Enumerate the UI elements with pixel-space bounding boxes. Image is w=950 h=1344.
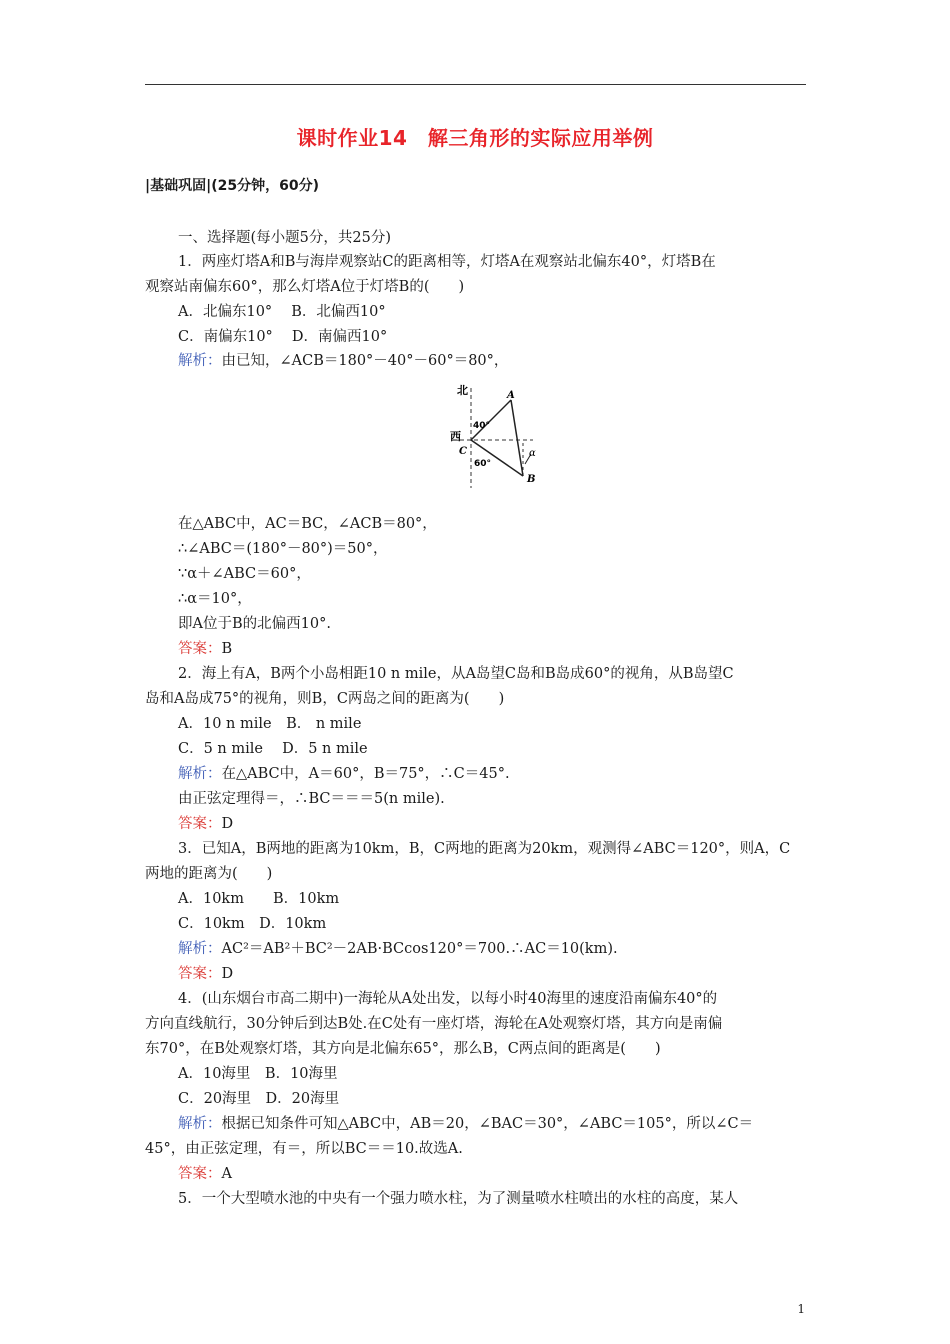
line-text: A [221,1166,232,1182]
analysis-label: 解析： [178,766,222,782]
text-line [178,614,331,634]
bearing-diagram [443,380,543,492]
line-text: ∴α＝10°， [178,591,252,607]
line-text: 4．(山东烟台市高二期中)一海轮从A处出发，以每小时40海里的速度沿南偏东40°的 [178,991,718,1007]
line-text: 岛和A岛成75°的视角，则B，C两岛之间的距离为( ) [145,691,505,707]
line-text: 1．两座灯塔A和B与海岸观察站C的距离相等，灯塔A在观察站北偏东40°，灯塔B在 [178,254,716,270]
line-text: A．10海里 B．10海里 [178,1066,338,1082]
answer-label: 答案： [178,1166,222,1182]
line-text: 2．海上有A，B两个小岛相距10 n mile，从A岛望C岛和B岛成60°的视角，从B岛望C [178,666,734,682]
page-number: 1 [797,1302,805,1316]
text-line [178,589,252,609]
text-line [178,939,618,959]
text-line [178,889,339,909]
analysis-label: 解析： [178,353,222,369]
text-line [178,514,437,534]
line-text: A．10 n mile B． n mile [178,716,362,732]
text-line [178,1089,339,1109]
text-line [178,739,368,759]
text-line [178,1189,738,1209]
side-ab [511,400,523,476]
label-north: 北 [457,384,468,397]
line-text: ∴∠ABC＝(180°－80°)＝50°， [178,541,388,557]
line-text: 即A位于B的北偏西10°. [178,616,331,632]
text-line [178,764,510,784]
line-text: C．20海里 D．20海里 [178,1091,340,1107]
line-text: 由已知，∠ACB＝180°－40°－60°＝80°， [221,353,509,369]
label-west: 西 [450,430,461,443]
line-text: 5．一个大型喷水池的中央有一个强力喷水柱，为了测量喷水柱喷出的水柱的高度，某人 [178,1191,739,1207]
text-line [145,864,272,884]
answer-label: 答案： [178,641,222,657]
text-line [178,714,361,734]
answer-label: 答案： [178,966,222,982]
text-line [178,664,734,684]
line-text: 观察站南偏东60°，那么灯塔A位于灯塔B的( ) [145,279,465,295]
line-text: 在△ABC中，A＝60°，B＝75°，∴C＝45°. [221,766,510,782]
line-text: 根据已知条件可知△ABC中，AB＝20，∠BAC＝30°，∠ABC＝105°，所以∠C＝ [221,1116,754,1132]
page-title: 课时作业14 解三角形的实际应用举例 [296,126,654,150]
text-line [145,689,504,709]
text-line [178,789,445,809]
text-line [178,327,387,347]
line-text: D [221,816,234,832]
text-line [178,351,508,371]
text-line [145,1139,463,1159]
analysis-label: 解析： [178,941,222,957]
side-cb [471,440,523,476]
label-angle-40: 40° [473,421,491,431]
text-line [145,1039,661,1059]
line-text: C．5 n mile D．5 n mile [178,741,368,757]
analysis-label: 解析： [178,1116,222,1132]
text-line [178,1164,232,1184]
line-text: B [221,641,233,657]
line-text: 一、选择题(每小题5分，共25分) [178,230,391,246]
label-b: B [527,474,536,485]
text-line [145,277,464,297]
text-line [178,814,233,834]
text-line [178,639,232,659]
line-text: C．南偏东10° D．南偏西10° [178,329,388,345]
line-text: 东70°，在B处观察灯塔，其方向是北偏东65°，那么B，C两点间的距离是( ) [145,1041,661,1057]
label-a: A [507,390,515,401]
line-text: C．10km D．10km [178,916,327,932]
text-line [178,1114,753,1134]
line-text: 45°，由正弦定理，有＝，所以BC＝＝10.故选A. [145,1141,463,1157]
line-text: D [221,966,234,982]
line-text: 两地的距离为( ) [145,866,273,882]
text-line [178,964,233,984]
header-rule [145,84,806,85]
line-text: 3．已知A，B两地的距离为10km，B，C两地的距离为20km，观测得∠ABC＝120°，则A，C [178,841,791,857]
label-alpha: α [529,448,536,459]
label-c: C [459,446,467,457]
text-line [178,564,311,584]
answer-label: 答案： [178,816,222,832]
text-line [178,252,716,272]
line-text: A．北偏东10° B．北偏西10° [178,304,386,320]
text-line [178,914,326,934]
line-text: 在△ABC中，AC＝BC，∠ACB＝80°， [178,516,437,532]
line-text: 方向直线航行，30分钟后到达B处.在C处有一座灯塔，海轮在A处观察灯塔，其方向是南偏 [145,1016,723,1032]
text-line [178,539,388,559]
line-text: A．10km B．10km [178,891,340,907]
label-angle-60: 60° [474,459,492,469]
line-text: ∵α＋∠ABC＝60°， [178,566,311,582]
text-line [178,1064,338,1084]
text-line [145,1014,722,1034]
section-heading: |基础巩固|(25分钟，60分) [145,178,319,194]
text-line [178,839,790,859]
text-line [178,302,386,322]
line-text: AC²＝AB²＋BC²－2AB·BCcos120°＝700.∴AC＝10(km). [221,941,618,957]
side-ca [471,400,511,440]
line-text: 由正弦定理得＝，∴BC＝＝＝5(n mile). [178,791,445,807]
text-line [178,989,717,1009]
text-line [178,228,391,248]
